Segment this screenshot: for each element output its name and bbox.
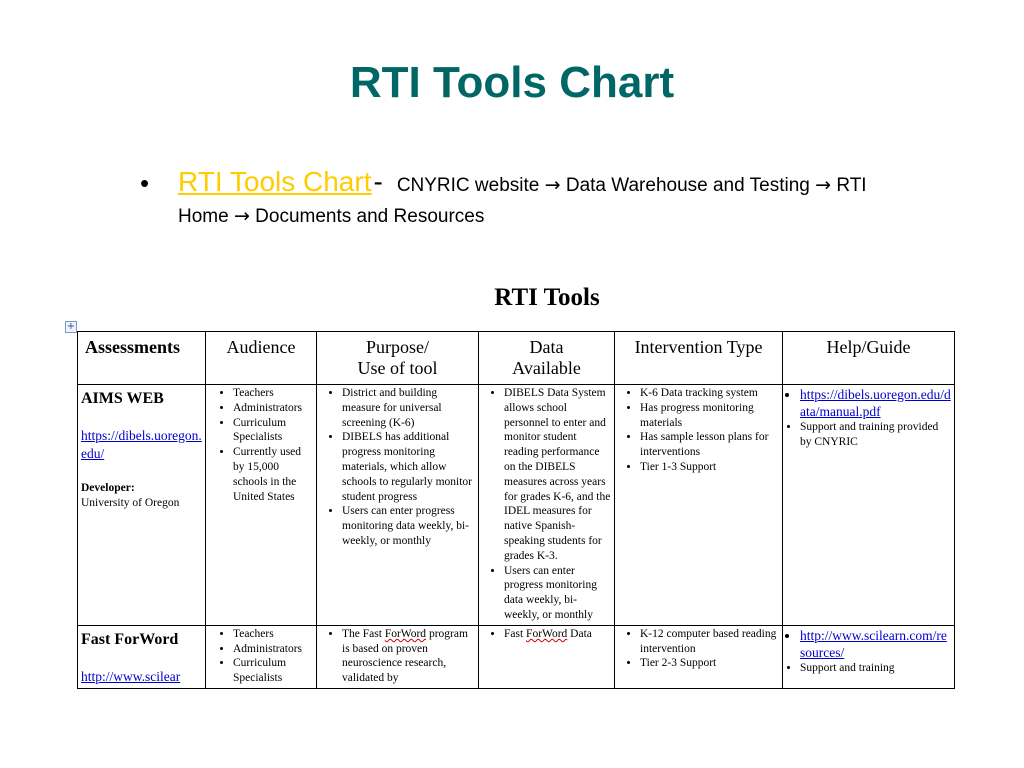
header-data-line2: Available [512,358,581,378]
table-header-row [78,332,955,385]
list-item: • K-6 Data tracking system [640,386,779,401]
cell-assessment [78,625,206,688]
arrow-right-icon: → [544,174,561,196]
header-assessments: Assessments [78,332,206,385]
arrow-right-icon: → [233,205,250,227]
document-title: RTI Tools [494,284,600,311]
tool-name: Fast ForWord [81,630,179,648]
list-item: • Curriculum Specialists [233,416,313,446]
tool-website-link[interactable]: https://dibels.uoregon.edu/ [81,428,202,461]
list-item: • DIBELS Data System allows school personnel to enter and monitor student reading performance on the DIBELS measures across years for grades K-6, and the IDEL measures for native Spanish-speaking students for grades K-3. [504,386,611,564]
slide-title: RTI Tools Chart [349,58,675,107]
purpose-prefix: The Fast [342,627,385,640]
list-item: • Curriculum Specialists [233,656,313,686]
tool-name: AIMS WEB [81,390,164,407]
list-item: • Users can enter progress monitoring data weekly, bi-weekly, or monthly [504,564,611,623]
table-row [78,385,955,626]
list-item [342,627,475,686]
header-help-guide: Help/Guide [783,332,955,385]
cell-data-available [479,385,615,626]
list-item: • Teachers [233,627,313,642]
data-rest: Data [567,627,592,640]
bullet-text [178,166,900,232]
cell-assessment [78,385,206,626]
list-item: • K-12 computer based reading intervention [640,627,779,657]
header-purpose [317,332,479,385]
cell-audience [206,625,317,688]
cell-intervention-type [615,385,783,626]
list-item [800,627,951,661]
tool-website-link[interactable]: http://www.scilear [81,668,181,684]
header-intervention-type: Intervention Type [615,332,783,385]
cell-help-guide [783,385,955,626]
cell-intervention-type [615,625,783,688]
bullet-dash: - [373,166,383,197]
arrow-right-icon: → [815,174,832,196]
rti-tools-table [77,331,955,689]
path-documents-resources: Documents and Resources [255,206,485,227]
data-spellcheck-word: ForWord [526,627,568,640]
list-item: • District and building measure for universal screening (K-6) [342,386,475,430]
list-item: • Currently used by 15,000 schools in the United States [233,445,313,504]
list-item: • Users can enter progress monitoring data weekly, bi-weekly, or monthly [342,504,475,548]
list-item: • Teachers [233,386,313,401]
bullet-item [140,166,900,232]
list-item: • Support and training [800,661,951,676]
header-purpose-line2: Use of tool [357,358,438,378]
bullet-icon: • [140,168,150,198]
data-prefix: Fast [504,627,527,640]
cell-data-available [479,625,615,688]
list-item: • Has progress monitoring materials [640,401,779,431]
cell-audience [206,385,317,626]
table-row [78,625,955,688]
list-item: • Administrators [233,401,313,416]
rti-tools-table-viewport [77,331,957,690]
path-cnyric-website: CNYRIC website [396,175,540,196]
list-item: • DIBELS has additional progress monitoring materials, which allow schools to regularly monitor student progress [342,430,475,504]
list-item: • Support and training provided by CNYRIC [800,420,951,450]
rti-tools-chart-link[interactable]: RTI Tools Chart [178,166,372,197]
path-rti-home: RTI Home [178,175,867,227]
path-data-warehouse: Data Warehouse and Testing [565,175,810,196]
purpose-rest: program is based on proven neuroscience research, validated by [342,627,468,685]
help-resources-link[interactable]: http://www.scilearn.com/resources/ [800,627,947,660]
list-item: • Tier 1-3 Support [640,460,779,475]
list-item: • Administrators [233,642,313,657]
list-item: • Tier 2-3 Support [640,656,779,671]
header-data-line1: Data [529,337,564,357]
developer-label: Developer: [81,482,135,494]
list-item: • Has sample lesson plans for interventions [640,430,779,460]
cell-purpose [317,625,479,688]
cell-purpose [317,385,479,626]
cell-help-guide [783,625,955,688]
table-move-handle-icon[interactable]: + [66,321,76,332]
header-purpose-line1: Purpose/ [366,337,429,357]
help-manual-link[interactable]: https://dibels.uoregon.edu/data/manual.pdf [800,387,951,419]
developer-value: University of Oregon [81,496,180,509]
list-item [504,627,611,642]
header-data-available [479,332,615,385]
purpose-spellcheck-word: ForWord [384,627,427,640]
header-audience: Audience [206,332,317,385]
list-item [800,386,951,420]
